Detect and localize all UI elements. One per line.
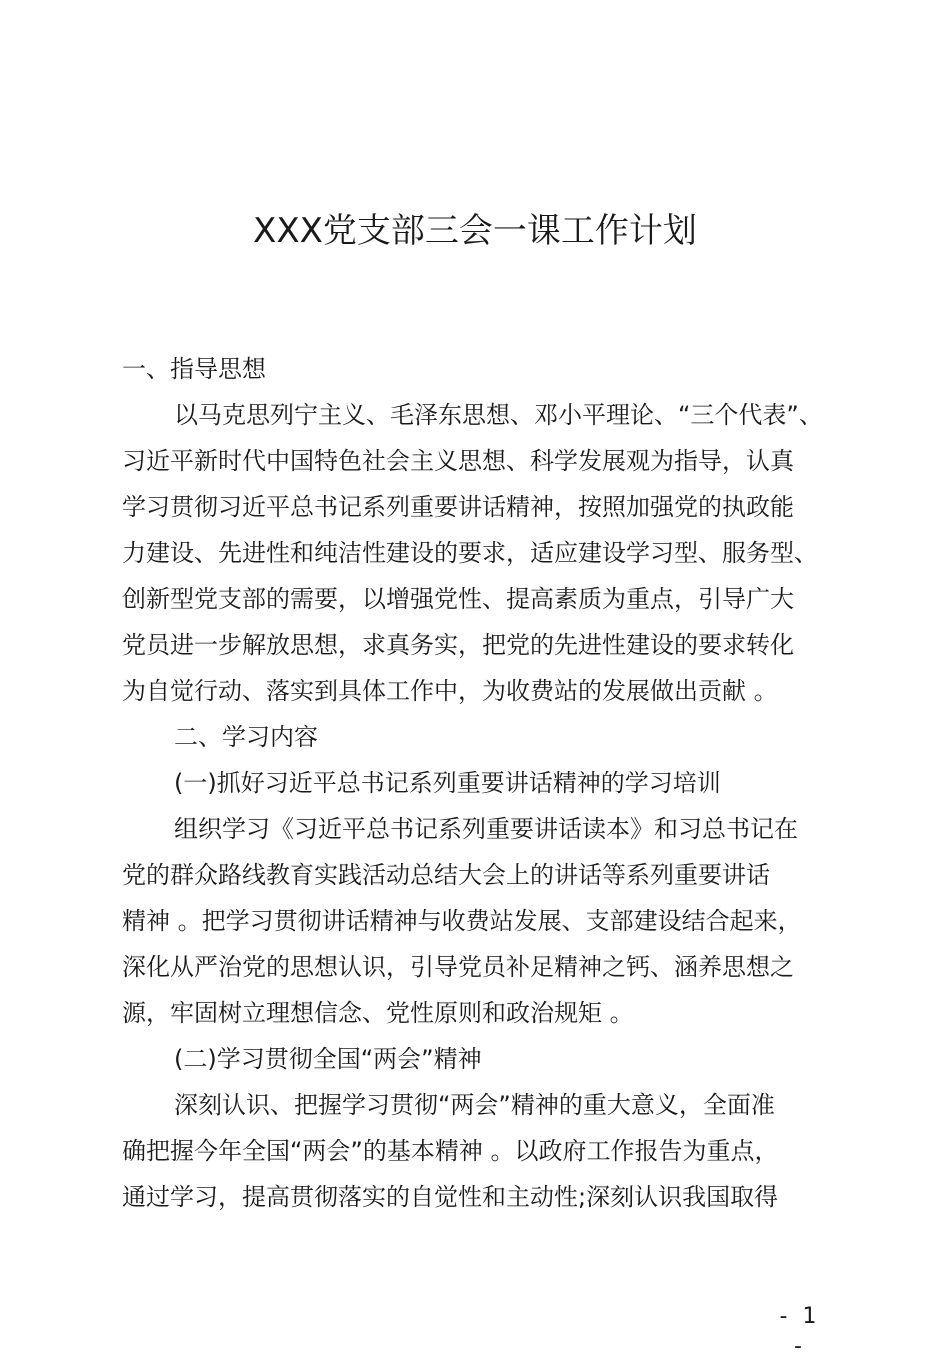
body-line: 一、指导思想 bbox=[122, 355, 266, 383]
body-line: (二)学习贯彻全国“两会”精神 bbox=[174, 1045, 482, 1073]
body-line: 学习贯彻习近平总书记系列重要讲话精神，按照加强党的执政能 bbox=[122, 493, 794, 521]
body-line: (一)抓好习近平总书记系列重要讲话精神的学习培训 bbox=[174, 769, 721, 797]
body-line: 深化从严治党的思想认识，引导党员补足精神之钙、涵养思想之 bbox=[122, 953, 794, 981]
document-body bbox=[122, 346, 842, 1220]
body-line: 深刻认识、把握学习贯彻“两会”精神的重大意义，全面准 bbox=[174, 1091, 775, 1119]
body-line: 为自觉行动、落实到具体工作中，为收费站的发展做出贡献 。 bbox=[122, 677, 778, 705]
document-title: XXX党支部三会一课工作计划 bbox=[253, 211, 697, 251]
body-line: 二、学习内容 bbox=[174, 723, 318, 751]
body-line: 源，牢固树立理想信念、党性原则和政治规矩 。 bbox=[122, 999, 634, 1027]
body-line: 通过学习，提高贯彻落实的自觉性和主动性;深刻认识我国取得 bbox=[122, 1183, 779, 1211]
body-line: 确把握今年全国“两会”的基本精神 。以政府工作报告为重点， bbox=[122, 1137, 779, 1165]
body-line: 习近平新时代中国特色社会主义思想、科学发展观为指导，认真 bbox=[122, 447, 794, 475]
body-line: 力建设、先进性和纯洁性建设的要求，适应建设学习型、服务型、 bbox=[122, 539, 818, 567]
body-line: 精神 。把学习贯彻讲话精神与收费站发展、支部建设结合起来， bbox=[122, 907, 802, 935]
body-line: 党员进一步解放思想，求真务实，把党的先进性建设的要求转化 bbox=[122, 631, 794, 659]
body-line: 创新型党支部的需要，以增强党性、提高素质为重点，引导广大 bbox=[122, 585, 794, 613]
page-number: - 1 - bbox=[779, 1304, 821, 1359]
body-line: 党的群众路线教育实践活动总结大会上的讲话等系列重要讲话 bbox=[122, 861, 770, 889]
body-line: 组织学习《习近平总书记系列重要讲话读本》和习总书记在 bbox=[174, 815, 798, 843]
body-line: 以马克思列宁主义、毛泽东思想、邓小平理论、“三个代表”、 bbox=[174, 401, 823, 429]
